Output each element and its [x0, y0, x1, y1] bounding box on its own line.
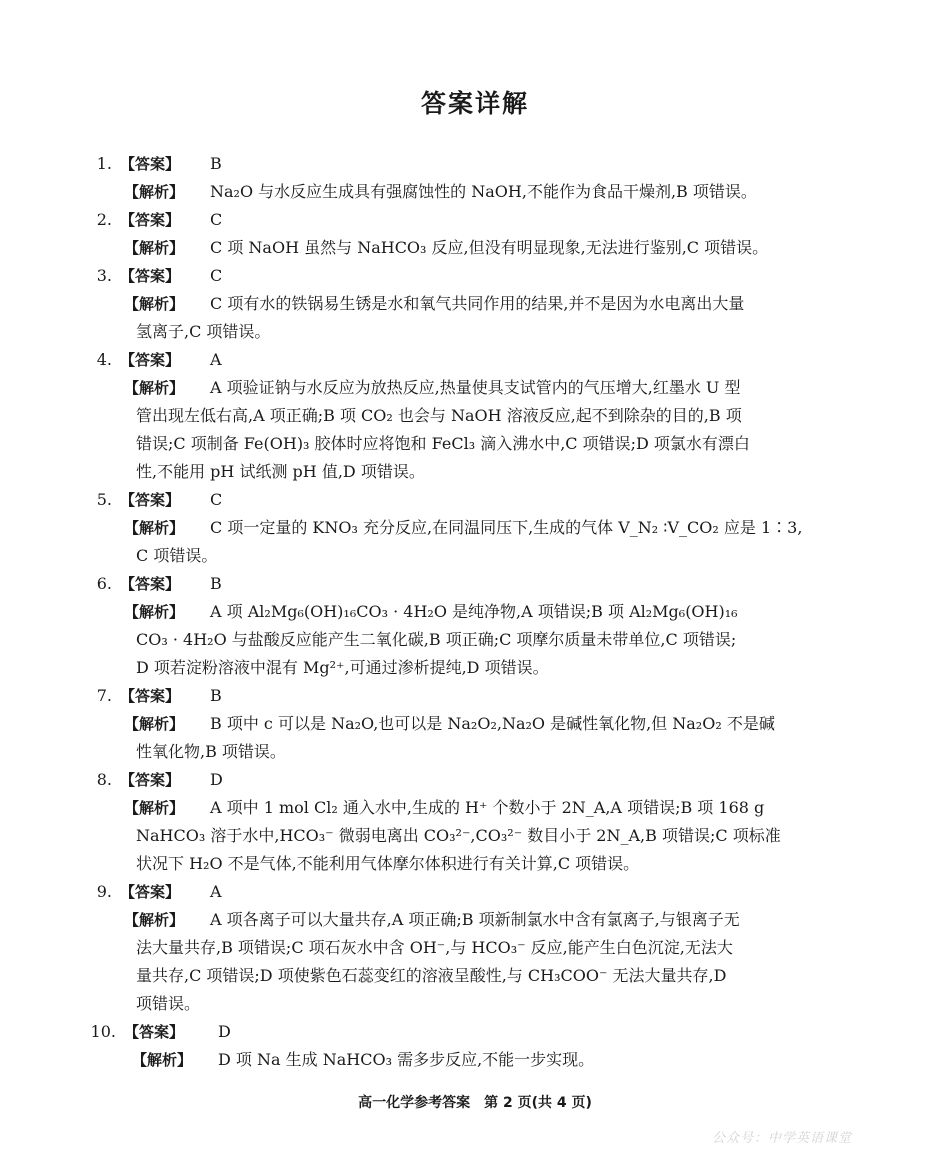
analysis-line: A 项 Al₂Mg₆(OH)₁₆CO₃ · 4H₂O 是纯净物,A 项错误;B 项 Al₂Mg₆(OH)₁₆: [210, 602, 738, 621]
analysis-line: 管出现左低右高,A 项正确;B 项 CO₂ 也会与 NaOH 溶液反应,起不到除杂的目的,B 项: [136, 406, 742, 425]
answer-tag: 【答案】: [120, 883, 181, 901]
analysis-row: [0, 738, 950, 766]
analysis-line: A 项中 1 mol Cl₂ 通入水中,生成的 H⁺ 个数小于 2N_A,A 项错误;B 项 168 g: [210, 798, 765, 817]
answer-tag: 【答案】: [124, 1023, 185, 1041]
analysis-row: [0, 290, 950, 318]
analysis-line: A 项各离子可以大量共存,A 项正确;B 项新制氯水中含有氯离子,与银离子无: [210, 910, 740, 929]
analysis-line: 项错误。: [136, 994, 201, 1013]
analysis-row: [0, 626, 950, 654]
answer-choice: C: [210, 490, 223, 509]
question-number: 8.: [96, 770, 112, 789]
analysis-row: [0, 934, 950, 962]
analysis-tag: 【解析】: [124, 295, 185, 313]
analysis-line: D 项若淀粉溶液中混有 Mg²⁺,可通过渗析提纯,D 项错误。: [136, 658, 549, 677]
answer-choice: D: [210, 770, 223, 789]
answer-choice: A: [210, 350, 222, 369]
question-number: 7.: [96, 686, 112, 705]
analysis-line: 错误;C 项制备 Fe(OH)₃ 胶体时应将饱和 FeCl₃ 滴入沸水中,C 项错误;D 项氯水有漂白: [136, 434, 750, 453]
answer-choice: B: [210, 574, 222, 593]
analysis-row: [0, 178, 950, 206]
analysis-line: 氢离子,C 项错误。: [136, 322, 271, 341]
watermark: 公众号：中学英语课堂: [712, 1131, 853, 1146]
analysis-row: [0, 906, 950, 934]
analysis-line: D 项 Na 生成 NaHCO₃ 需多步反应,不能一步实现。: [218, 1050, 595, 1069]
analysis-line: Na₂O 与水反应生成具有强腐蚀性的 NaOH,不能作为食品干燥剂,B 项错误。: [210, 182, 757, 201]
analysis-tag: 【解析】: [124, 379, 185, 397]
answer-choice: D: [218, 1022, 231, 1041]
answer-row: [0, 262, 950, 290]
question-number: 6.: [96, 574, 112, 593]
answer-choice: B: [210, 686, 222, 705]
analysis-row: [0, 654, 950, 682]
analysis-row: [0, 234, 950, 262]
analysis-tag: 【解析】: [124, 519, 185, 537]
analysis-row: [0, 1046, 950, 1074]
answer-tag: 【答案】: [120, 155, 181, 173]
analysis-line: A 项验证钠与水反应为放热反应,热量使具支试管内的气压增大,红墨水 U 型: [210, 378, 741, 397]
analysis-tag: 【解析】: [124, 183, 185, 201]
answer-tag: 【答案】: [120, 687, 181, 705]
analysis-row: [0, 962, 950, 990]
analysis-tag: 【解析】: [124, 799, 185, 817]
question-number: 1.: [96, 154, 112, 173]
analysis-line: NaHCO₃ 溶于水中,HCO₃⁻ 微弱电离出 CO₃²⁻,CO₃²⁻ 数目小于 2N_A,B 项错误;C 项标准: [136, 826, 781, 845]
answer-row: [0, 570, 950, 598]
analysis-line: 状况下 H₂O 不是气体,不能利用气体摩尔体积进行有关计算,C 项错误。: [136, 854, 640, 873]
analysis-line: CO₃ · 4H₂O 与盐酸反应能产生二氧化碳,B 项正确;C 项摩尔质量未带单位,C 项错误;: [136, 630, 737, 649]
question-number: 4.: [96, 350, 112, 369]
analysis-line: C 项 NaOH 虽然与 NaHCO₃ 反应,但没有明显现象,无法进行鉴别,C 项错误。: [210, 238, 769, 257]
question-number: 10.: [90, 1022, 116, 1041]
page-footer: 高一化学参考答案 第 2 页(共 4 页): [358, 1095, 592, 1111]
analysis-line: C 项一定量的 KNO₃ 充分反应,在同温同压下,生成的气体 V_N₂ ∶V_CO₂ 应是 1∶3,: [210, 518, 803, 537]
answer-row: [0, 682, 950, 710]
answer-tag: 【答案】: [120, 491, 181, 509]
answer-choice: A: [210, 882, 222, 901]
question-number: 5.: [96, 490, 112, 509]
answer-choice: C: [210, 266, 223, 285]
page-title: 答案详解: [420, 89, 529, 118]
analysis-line: C 项有水的铁锅易生锈是水和氧气共同作用的结果,并不是因为水电离出大量: [210, 294, 745, 313]
question-number: 9.: [96, 882, 112, 901]
answer-choice: C: [210, 210, 223, 229]
analysis-row: [0, 822, 950, 850]
answer-choice: B: [210, 154, 222, 173]
answer-row: [0, 1018, 950, 1046]
analysis-row: [0, 430, 950, 458]
analysis-row: [0, 458, 950, 486]
analysis-line: 性氧化物,B 项错误。: [136, 742, 286, 761]
answer-row: [0, 346, 950, 374]
analysis-line: 性,不能用 pH 试纸测 pH 值,D 项错误。: [136, 462, 425, 481]
answer-row: [0, 206, 950, 234]
analysis-tag: 【解析】: [132, 1051, 193, 1069]
question-number: 3.: [96, 266, 112, 285]
analysis-line: 法大量共存,B 项错误;C 项石灰水中含 OH⁻,与 HCO₃⁻ 反应,能产生白色沉淀,无法大: [136, 938, 733, 957]
question-number: 2.: [96, 210, 112, 229]
analysis-row: [0, 402, 950, 430]
analysis-tag: 【解析】: [124, 911, 185, 929]
answer-row: [0, 486, 950, 514]
analysis-row: [0, 374, 950, 402]
analysis-line: 量共存,C 项错误;D 项使紫色石蕊变红的溶液呈酸性,与 CH₃COO⁻ 无法大量共存,D: [136, 966, 727, 985]
analysis-tag: 【解析】: [124, 603, 185, 621]
answer-tag: 【答案】: [120, 351, 181, 369]
analysis-row: [0, 514, 950, 542]
answer-list: [0, 150, 950, 1074]
analysis-row: [0, 850, 950, 878]
answer-row: [0, 766, 950, 794]
analysis-line: B 项中 c 可以是 Na₂O,也可以是 Na₂O₂,Na₂O 是碱性氧化物,但 Na₂O₂ 不是碱: [210, 714, 775, 733]
analysis-tag: 【解析】: [124, 239, 185, 257]
answer-tag: 【答案】: [120, 211, 181, 229]
analysis-row: [0, 990, 950, 1018]
answer-tag: 【答案】: [120, 575, 181, 593]
analysis-row: [0, 710, 950, 738]
answer-tag: 【答案】: [120, 267, 181, 285]
answer-row: [0, 150, 950, 178]
analysis-tag: 【解析】: [124, 715, 185, 733]
answer-row: [0, 878, 950, 906]
analysis-row: [0, 318, 950, 346]
answer-tag: 【答案】: [120, 771, 181, 789]
analysis-row: [0, 794, 950, 822]
analysis-row: [0, 542, 950, 570]
analysis-line: C 项错误。: [136, 546, 218, 565]
analysis-row: [0, 598, 950, 626]
